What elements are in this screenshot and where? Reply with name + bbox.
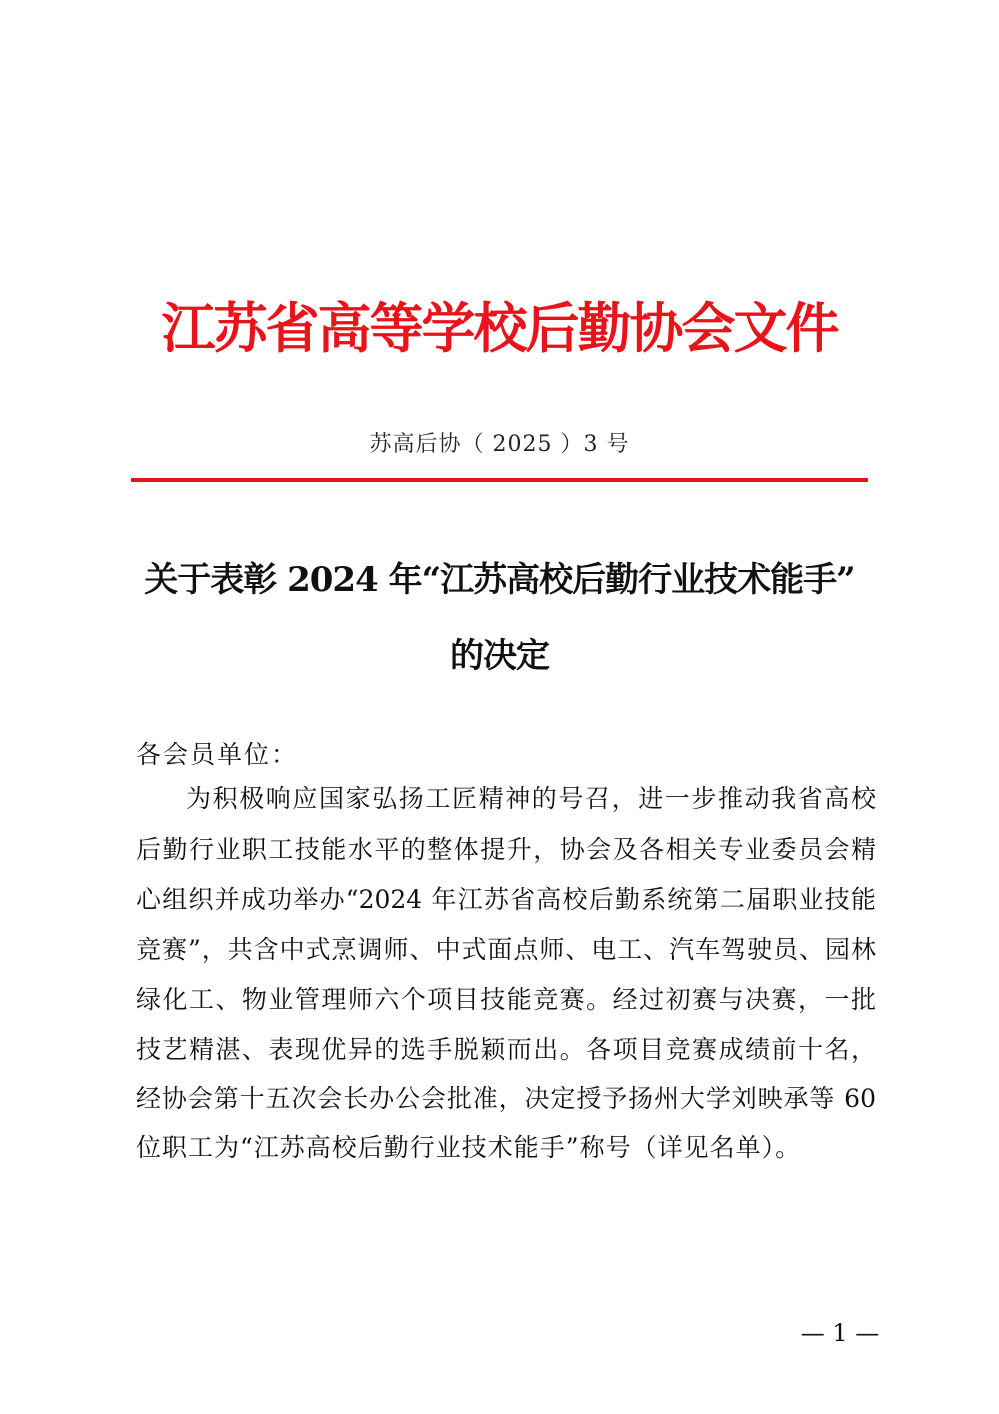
document-title-line-1: 关于表彰 2024 年“江苏高校后勤行业技术能手” xyxy=(144,560,855,600)
body-line: 为积极响应国家弘扬工匠精神的号召，进一步推动我省高校 xyxy=(186,784,876,813)
document-number: 苏高后协（ 2025 ）3 号 xyxy=(369,432,630,457)
body-line: 经协会第十五次会长办公会批准，决定授予扬州大学刘映承等 60 xyxy=(136,1084,876,1113)
body-line: 竞赛”，共含中式烹调师、中式面点师、电工、汽车驾驶员、园林 xyxy=(136,935,876,964)
document-title-line-2: 的决定 xyxy=(450,636,549,676)
document-header-title: 江苏省高等学校后勤协会文件 xyxy=(161,296,838,360)
body-line: 心组织并成功举办“2024 年江苏省高校后勤系统第二届职业技能 xyxy=(136,885,876,914)
body-line: 绿化工、物业管理师六个项目技能竞赛。经过初赛与决赛，一批 xyxy=(136,985,876,1014)
body-line: 位职工为“江苏高校后勤行业技术能手”称号（详见名单）。 xyxy=(136,1133,802,1162)
body-line: 后勤行业职工技能水平的整体提升，协会及各相关专业委员会精 xyxy=(136,835,876,864)
salutation: 各会员单位： xyxy=(136,740,299,769)
page-number: — 1 — xyxy=(800,1319,880,1347)
header-red-rule xyxy=(131,478,868,482)
body-line: 技艺精湛、表现优异的选手脱颖而出。各项目竞赛成绩前十名， xyxy=(136,1035,876,1064)
